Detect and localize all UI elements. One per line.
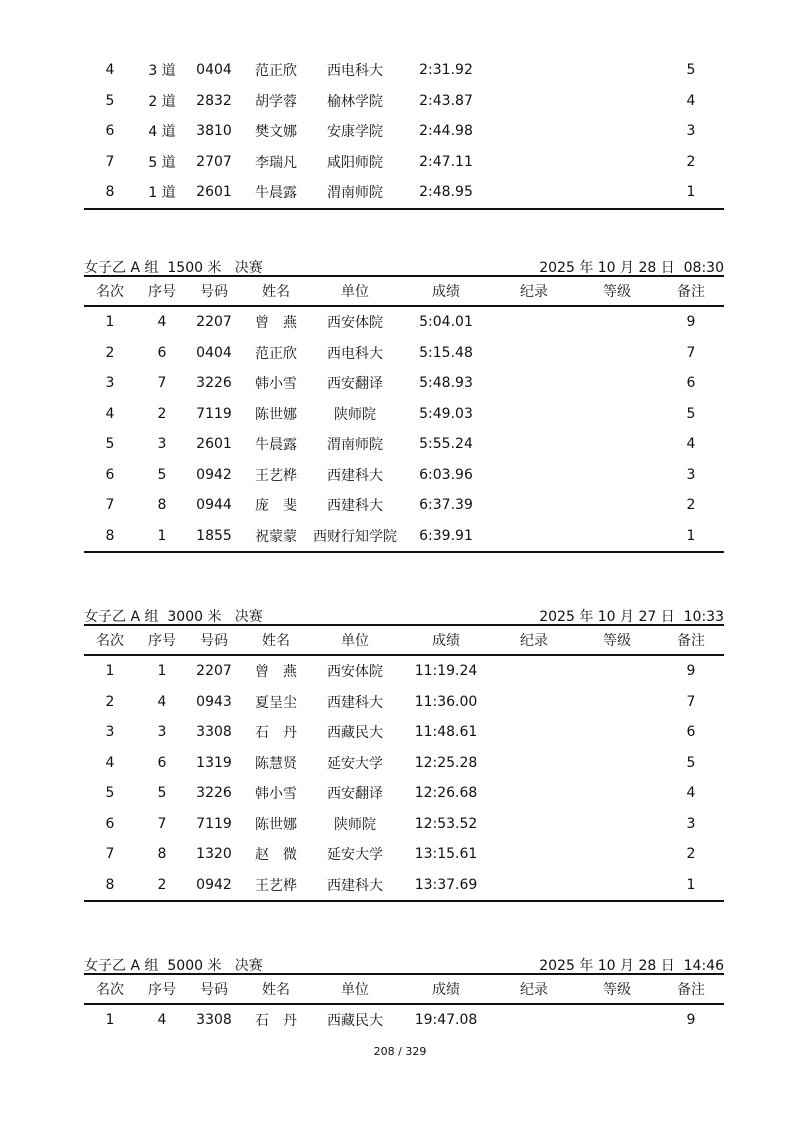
table-row bbox=[84, 687, 724, 718]
cell-bib: 3308 bbox=[196, 1012, 232, 1029]
table-row bbox=[84, 368, 724, 399]
cell-rank: 1 bbox=[105, 314, 115, 331]
cell-result: 11:36.00 bbox=[414, 693, 478, 710]
cell-rank: 2 bbox=[105, 344, 115, 361]
cell-points: 4 bbox=[686, 436, 696, 453]
cell-result: 2:47.11 bbox=[419, 153, 473, 170]
table-row bbox=[84, 147, 724, 178]
cell-bib: 0404 bbox=[196, 344, 232, 361]
cell-seq: 5 bbox=[157, 466, 167, 483]
cell-rank: 5 bbox=[105, 92, 115, 109]
table-row bbox=[84, 399, 724, 430]
cell-seq: 3 道 bbox=[148, 63, 176, 80]
cell-name: 牛晨露 bbox=[255, 437, 297, 454]
cell-result: 5:49.03 bbox=[419, 405, 473, 422]
cell-points: 5 bbox=[686, 405, 696, 422]
cell-unit: 渭南师院 bbox=[327, 437, 383, 454]
cell-name: 韩小雪 bbox=[255, 376, 297, 393]
cell-result: 2:31.92 bbox=[419, 62, 473, 79]
cell-unit: 西建科大 bbox=[327, 694, 383, 711]
cell-points: 5 bbox=[686, 754, 696, 771]
cell-name: 祝蒙蒙 bbox=[255, 528, 297, 545]
cell-points: 4 bbox=[686, 785, 696, 802]
cell-bib: 7119 bbox=[196, 405, 232, 422]
cell-result: 12:26.68 bbox=[414, 785, 478, 802]
table-row bbox=[84, 429, 724, 460]
cell-seq: 5 bbox=[157, 785, 167, 802]
cell-seq: 8 bbox=[157, 497, 167, 514]
cell-seq: 2 bbox=[157, 876, 167, 893]
cell-name: 曾 燕 bbox=[255, 315, 297, 332]
cell-unit: 西安体院 bbox=[327, 664, 383, 681]
cell-result: 12:25.28 bbox=[414, 754, 478, 771]
table-row bbox=[84, 717, 724, 748]
event-header bbox=[84, 255, 724, 275]
cell-result: 5:55.24 bbox=[419, 436, 473, 453]
results-table bbox=[84, 255, 724, 553]
cell-bib: 7119 bbox=[196, 815, 232, 832]
cell-rank: 7 bbox=[105, 497, 115, 514]
cell-rank: 4 bbox=[105, 754, 115, 771]
cell-seq: 5 道 bbox=[148, 154, 176, 171]
cell-unit: 延安大学 bbox=[327, 847, 383, 864]
cell-bib: 3810 bbox=[196, 123, 232, 140]
cell-seq: 6 bbox=[157, 754, 167, 771]
cell-seq: 8 bbox=[157, 846, 167, 863]
table-bottom-rule bbox=[84, 208, 724, 210]
column-header-unit: 单位 bbox=[341, 284, 369, 300]
cell-rank: 8 bbox=[105, 876, 115, 893]
cell-name: 牛晨露 bbox=[255, 185, 297, 202]
results-table bbox=[84, 604, 724, 902]
cell-unit: 西电科大 bbox=[327, 63, 383, 80]
results-table bbox=[84, 953, 724, 1036]
cell-unit: 西建科大 bbox=[327, 467, 383, 484]
cell-rank: 6 bbox=[105, 123, 115, 140]
cell-rank: 6 bbox=[105, 815, 115, 832]
cell-name: 陈世娜 bbox=[255, 406, 297, 423]
column-header-result: 成绩 bbox=[432, 982, 460, 998]
cell-bib: 0944 bbox=[196, 497, 232, 514]
cell-rank: 4 bbox=[105, 62, 115, 79]
column-header-record: 纪录 bbox=[520, 982, 548, 998]
cell-points: 1 bbox=[686, 876, 696, 893]
cell-rank: 6 bbox=[105, 466, 115, 483]
column-header-grade: 等级 bbox=[603, 284, 631, 300]
cell-name: 王艺桦 bbox=[255, 467, 297, 484]
cell-seq: 1 道 bbox=[148, 185, 176, 202]
cell-points: 9 bbox=[686, 314, 696, 331]
cell-seq: 2 bbox=[157, 405, 167, 422]
column-header-result: 成绩 bbox=[432, 633, 460, 649]
cell-unit: 渭南师院 bbox=[327, 185, 383, 202]
cell-bib: 1320 bbox=[196, 846, 232, 863]
cell-result: 2:48.95 bbox=[419, 184, 473, 201]
cell-rank: 1 bbox=[105, 663, 115, 680]
cell-rank: 7 bbox=[105, 153, 115, 170]
column-header-name: 姓名 bbox=[262, 982, 290, 998]
cell-unit: 西安翻译 bbox=[327, 376, 383, 393]
cell-bib: 0943 bbox=[196, 693, 232, 710]
column-header-unit: 单位 bbox=[341, 633, 369, 649]
cell-seq: 2 道 bbox=[148, 93, 176, 110]
cell-seq: 6 bbox=[157, 344, 167, 361]
column-header-bib: 号码 bbox=[200, 633, 228, 649]
cell-unit: 西安体院 bbox=[327, 315, 383, 332]
cell-points: 9 bbox=[686, 663, 696, 680]
column-header-seq: 序号 bbox=[148, 284, 176, 300]
table-row bbox=[84, 116, 724, 147]
cell-name: 庞 斐 bbox=[255, 498, 297, 515]
table-bottom-rule bbox=[84, 900, 724, 902]
cell-unit: 陕师院 bbox=[334, 406, 376, 423]
cell-unit: 西安翻译 bbox=[327, 786, 383, 803]
column-header-points: 备注 bbox=[677, 982, 705, 998]
cell-points: 7 bbox=[686, 344, 696, 361]
cell-seq: 4 道 bbox=[148, 124, 176, 141]
cell-result: 6:03.96 bbox=[419, 466, 473, 483]
cell-bib: 3226 bbox=[196, 785, 232, 802]
cell-name: 石 丹 bbox=[255, 725, 297, 742]
column-header-record: 纪录 bbox=[520, 284, 548, 300]
event-title: 女子乙 A 组 3000 米 决赛 bbox=[84, 609, 263, 625]
cell-unit: 安康学院 bbox=[327, 124, 383, 141]
cell-rank: 2 bbox=[105, 693, 115, 710]
table-row bbox=[84, 839, 724, 870]
table-row bbox=[84, 338, 724, 369]
event-datetime: 2025 年 10 月 28 日 14:46 bbox=[539, 958, 724, 974]
cell-seq: 3 bbox=[157, 436, 167, 453]
table-row bbox=[84, 778, 724, 809]
cell-points: 3 bbox=[686, 123, 696, 140]
table-row bbox=[84, 870, 724, 901]
cell-rank: 3 bbox=[105, 375, 115, 392]
event-header bbox=[84, 604, 724, 624]
cell-seq: 4 bbox=[157, 693, 167, 710]
table-bottom-rule bbox=[84, 551, 724, 553]
table-row bbox=[84, 177, 724, 208]
cell-unit: 榆林学院 bbox=[327, 93, 383, 110]
cell-bib: 0942 bbox=[196, 876, 232, 893]
cell-name: 夏呈尘 bbox=[255, 694, 297, 711]
cell-points: 6 bbox=[686, 375, 696, 392]
column-header-grade: 等级 bbox=[603, 982, 631, 998]
table-row bbox=[84, 809, 724, 840]
cell-name: 胡学蓉 bbox=[255, 93, 297, 110]
cell-bib: 2207 bbox=[196, 314, 232, 331]
cell-unit: 西电科大 bbox=[327, 345, 383, 362]
column-header-grade: 等级 bbox=[603, 633, 631, 649]
table-row bbox=[84, 307, 724, 338]
cell-result: 2:43.87 bbox=[419, 92, 473, 109]
cell-name: 赵 微 bbox=[255, 847, 297, 864]
cell-seq: 7 bbox=[157, 375, 167, 392]
cell-unit: 西藏民大 bbox=[327, 725, 383, 742]
table-row bbox=[84, 1005, 724, 1036]
table-row bbox=[84, 748, 724, 779]
column-header-result: 成绩 bbox=[432, 284, 460, 300]
column-header-rank: 名次 bbox=[96, 633, 124, 649]
cell-points: 4 bbox=[686, 92, 696, 109]
column-header-bib: 号码 bbox=[200, 284, 228, 300]
column-header-points: 备注 bbox=[677, 633, 705, 649]
cell-points: 1 bbox=[686, 527, 696, 544]
cell-name: 范正欣 bbox=[255, 345, 297, 362]
cell-name: 陈慧贤 bbox=[255, 755, 297, 772]
table-row bbox=[84, 521, 724, 552]
cell-points: 9 bbox=[686, 1012, 696, 1029]
event-datetime: 2025 年 10 月 27 日 10:33 bbox=[539, 609, 724, 625]
cell-result: 2:44.98 bbox=[419, 123, 473, 140]
cell-seq: 3 bbox=[157, 724, 167, 741]
event-datetime: 2025 年 10 月 28 日 08:30 bbox=[539, 260, 724, 276]
cell-points: 1 bbox=[686, 184, 696, 201]
table-row bbox=[84, 460, 724, 491]
cell-unit: 陕师院 bbox=[334, 816, 376, 833]
cell-seq: 7 bbox=[157, 815, 167, 832]
cell-result: 5:15.48 bbox=[419, 344, 473, 361]
cell-bib: 2832 bbox=[196, 92, 232, 109]
column-header-rank: 名次 bbox=[96, 982, 124, 998]
cell-result: 11:19.24 bbox=[414, 663, 478, 680]
column-header-rank: 名次 bbox=[96, 284, 124, 300]
cell-unit: 西财行知学院 bbox=[313, 528, 397, 545]
cell-rank: 5 bbox=[105, 785, 115, 802]
cell-result: 12:53.52 bbox=[414, 815, 478, 832]
cell-seq: 4 bbox=[157, 314, 167, 331]
cell-rank: 3 bbox=[105, 724, 115, 741]
cell-points: 3 bbox=[686, 466, 696, 483]
cell-bib: 0404 bbox=[196, 62, 232, 79]
cell-name: 范正欣 bbox=[255, 63, 297, 80]
column-header-seq: 序号 bbox=[148, 633, 176, 649]
cell-bib: 1855 bbox=[196, 527, 232, 544]
cell-result: 19:47.08 bbox=[414, 1012, 478, 1029]
cell-seq: 1 bbox=[157, 527, 167, 544]
cell-result: 6:39.91 bbox=[419, 527, 473, 544]
cell-points: 5 bbox=[686, 62, 696, 79]
cell-name: 李瑞凡 bbox=[255, 154, 297, 171]
cell-bib: 1319 bbox=[196, 754, 232, 771]
cell-points: 2 bbox=[686, 497, 696, 514]
cell-bib: 2601 bbox=[196, 436, 232, 453]
cell-bib: 3226 bbox=[196, 375, 232, 392]
cell-bib: 2207 bbox=[196, 663, 232, 680]
column-header-record: 纪录 bbox=[520, 633, 548, 649]
cell-bib: 3308 bbox=[196, 724, 232, 741]
column-header-row bbox=[84, 973, 724, 1005]
cell-result: 6:37.39 bbox=[419, 497, 473, 514]
cell-result: 5:04.01 bbox=[419, 314, 473, 331]
column-header-name: 姓名 bbox=[262, 284, 290, 300]
cell-points: 7 bbox=[686, 693, 696, 710]
cell-result: 5:48.93 bbox=[419, 375, 473, 392]
cell-unit: 延安大学 bbox=[327, 755, 383, 772]
cell-result: 11:48.61 bbox=[414, 724, 478, 741]
table-row bbox=[84, 490, 724, 521]
cell-unit: 西藏民大 bbox=[327, 1013, 383, 1030]
cell-rank: 4 bbox=[105, 405, 115, 422]
column-header-row bbox=[84, 624, 724, 656]
cell-unit: 西建科大 bbox=[327, 498, 383, 515]
column-header-points: 备注 bbox=[677, 284, 705, 300]
cell-seq: 4 bbox=[157, 1012, 167, 1029]
cell-rank: 1 bbox=[105, 1012, 115, 1029]
cell-rank: 5 bbox=[105, 436, 115, 453]
column-header-row bbox=[84, 275, 724, 307]
page-number: 208 / 329 bbox=[373, 1045, 427, 1058]
cell-points: 6 bbox=[686, 724, 696, 741]
table-row bbox=[84, 656, 724, 687]
event-title: 女子乙 A 组 1500 米 决赛 bbox=[84, 260, 263, 276]
cell-name: 石 丹 bbox=[255, 1013, 297, 1030]
cell-bib: 2601 bbox=[196, 184, 232, 201]
event-title: 女子乙 A 组 5000 米 决赛 bbox=[84, 958, 263, 974]
cell-name: 曾 燕 bbox=[255, 664, 297, 681]
table-row bbox=[84, 55, 724, 86]
cell-rank: 8 bbox=[105, 184, 115, 201]
cell-points: 2 bbox=[686, 153, 696, 170]
column-header-name: 姓名 bbox=[262, 633, 290, 649]
cell-name: 樊文娜 bbox=[255, 124, 297, 141]
cell-points: 2 bbox=[686, 846, 696, 863]
cell-points: 3 bbox=[686, 815, 696, 832]
cell-rank: 7 bbox=[105, 846, 115, 863]
cell-bib: 0942 bbox=[196, 466, 232, 483]
cell-seq: 1 bbox=[157, 663, 167, 680]
column-header-unit: 单位 bbox=[341, 982, 369, 998]
cell-result: 13:15.61 bbox=[414, 846, 478, 863]
cell-result: 13:37.69 bbox=[414, 876, 478, 893]
column-header-seq: 序号 bbox=[148, 982, 176, 998]
cell-unit: 咸阳师院 bbox=[327, 154, 383, 171]
cell-rank: 8 bbox=[105, 527, 115, 544]
results-table bbox=[84, 55, 724, 210]
table-row bbox=[84, 86, 724, 117]
cell-name: 王艺桦 bbox=[255, 877, 297, 894]
cell-unit: 西建科大 bbox=[327, 877, 383, 894]
cell-name: 韩小雪 bbox=[255, 786, 297, 803]
event-header bbox=[84, 953, 724, 973]
column-header-bib: 号码 bbox=[200, 982, 228, 998]
cell-name: 陈世娜 bbox=[255, 816, 297, 833]
cell-bib: 2707 bbox=[196, 153, 232, 170]
